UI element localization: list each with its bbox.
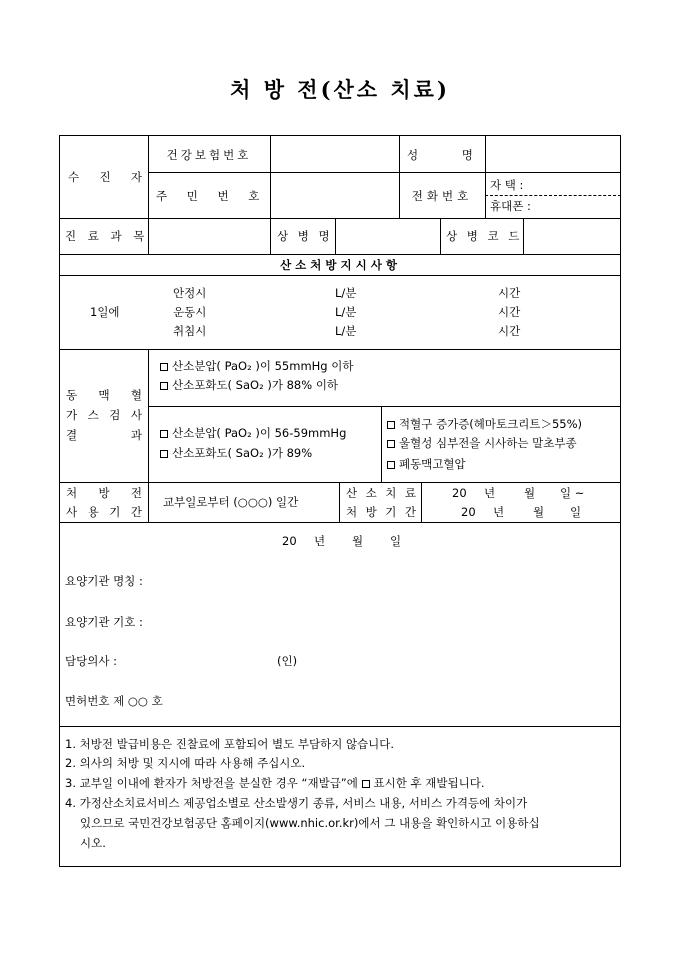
abg-group1-item1[interactable]: 산소분압( PaO₂ )이 55mmHg 이하 [160,359,353,373]
page-title: 처 방 전(산소 치료) [230,77,450,102]
note-3-checkbox [362,780,370,788]
start-year-unit: 년 [484,486,496,500]
period-value: 교부일로부터 (○○○) 일간 [163,495,299,509]
disease-code-field[interactable] [524,219,620,253]
abg-group1-item2[interactable]: 산소포화도( SaO₂ )가 88% 이하 [160,378,338,392]
home-phone-label: 자 택 : [490,178,524,192]
sleep-time: 시간 [498,324,521,338]
end-day: 일 [570,505,582,519]
instructions-header: 산소처방지시사항 [280,258,401,272]
doctor-label: 담당의사 : [65,654,117,668]
note-1: 1. 처방전 발급비용은 진찰료에 포함되어 별도 부담하지 않습니다. [65,737,395,751]
patient-section-label: 수 진 자 [68,170,142,184]
department-label: 진 료 과 목 [65,229,149,243]
rest-label: 안정시 [173,286,207,300]
abg-group2-left-item2[interactable]: 산소포화도( SaO₂ )가 89% [160,446,312,460]
institution-code-label: 요양기관 기호 : [65,615,143,629]
treatment-period-label-line1: 산 소 치 료 [346,486,416,500]
disease-name-field[interactable] [336,219,439,253]
start-month: 월 [524,486,536,500]
institution-name-label: 요양기관 명칭 : [65,574,143,588]
issue-year-unit: 년 [314,534,326,548]
note-4-cont1: 있으므로 국민건강보험공단 홈페이지(www.nhic.or.kr)에서 그 내용을 확인하시고 이용하십 [80,816,540,830]
sleep-unit: L/분 [335,324,357,338]
per-day-label: 1일에 [90,305,120,319]
abg-group2-right-item2[interactable]: 울혈성 심부전을 시사하는 말초부종 [387,436,577,450]
issue-day: 일 [390,534,402,548]
period-label-line1: 처 방 전 [66,486,142,500]
abg-label-line2: 가 스 검 사 [66,408,142,422]
note-3: 3. 교부일 이내에 환자가 처방전을 분실한 경우 “재발급”에 표시한 후 재발됩니다. [65,776,485,790]
name-field[interactable] [486,137,620,171]
abg-group1-checkbox2[interactable] [160,382,168,390]
treatment-period-label-line2: 처 방 기 간 [346,505,416,519]
issue-year: 20 [282,534,297,548]
end-year: 20 [461,505,476,519]
resident-number-field[interactable] [271,173,398,217]
abg-label-line3: 결 과 [66,428,142,442]
period-label-line2: 사 용 기 간 [66,505,142,519]
abg-group2-right-checkbox1[interactable] [387,421,395,429]
mobile-phone-label: 휴대폰 : [490,199,531,213]
exercise-unit: L/분 [335,305,357,319]
start-day: 일 ~ [560,486,585,500]
abg-group2-right-checkbox3[interactable] [387,461,395,469]
abg-group2-left-checkbox1[interactable] [160,430,168,438]
insurance-number-label: 건강보험번호 [166,148,252,162]
exercise-time: 시간 [498,305,521,319]
department-field[interactable] [149,219,269,253]
issue-month: 월 [352,534,364,548]
disease-code-label: 상 병 코 드 [446,229,523,243]
end-year-unit: 년 [493,505,505,519]
abg-group2-right-item1[interactable]: 적혈구 증가증(헤마토크리트＞55%) [387,417,582,431]
sleep-label: 취침시 [173,324,207,338]
license-number: 면허번호 제 ○○ 호 [65,694,163,708]
note-4: 4. 가정산소치료서비스 제공업소별로 산소발생기 종류, 서비스 내용, 서비스 가격등에 차이가 [65,796,528,810]
abg-group2-left-checkbox2[interactable] [160,450,168,458]
exercise-label: 운동시 [173,305,207,319]
abg-group1-checkbox1[interactable] [160,363,168,371]
abg-group2-right-item3[interactable]: 폐동맥고혈압 [387,457,466,471]
disease-name-label: 상 병 명 [277,229,333,243]
abg-label-line1: 동 맥 혈 [66,388,142,402]
abg-group2-right-checkbox2[interactable] [387,440,395,448]
seal-mark: (인) [277,654,298,668]
prescription-form [59,135,621,867]
note-2: 2. 의사의 처방 및 지시에 따라 사용해 주십시오. [65,756,306,770]
insurance-number-field[interactable] [271,137,398,171]
phone-label: 전화번호 [411,189,473,203]
rest-unit: L/분 [335,286,357,300]
name-label: 성 명 [407,148,473,162]
note-4-cont2: 시오. [80,836,106,850]
resident-number-label: 주 민 번 호 [156,189,260,203]
end-month: 월 [533,505,545,519]
rest-time: 시간 [498,286,521,300]
abg-group2-left-item1[interactable]: 산소분압( PaO₂ )이 56-59mmHg [160,426,346,440]
start-year: 20 [452,486,467,500]
